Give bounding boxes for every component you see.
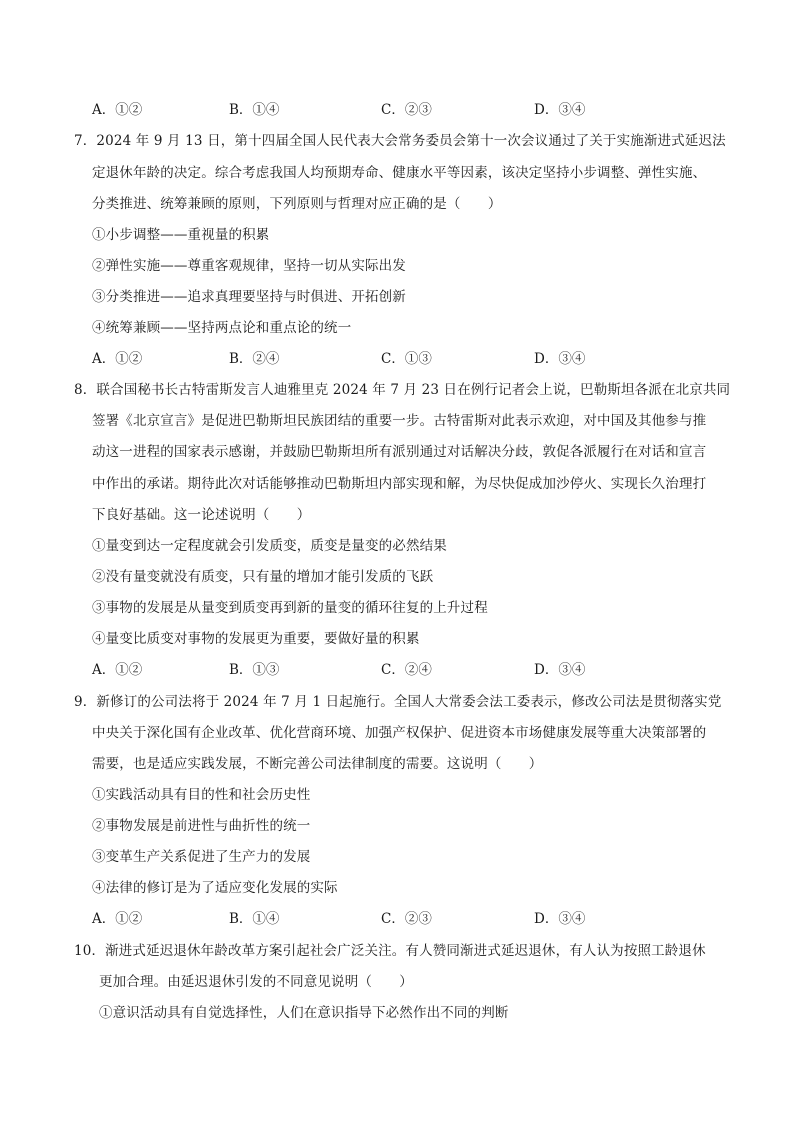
q8-statement-3: ③事物的发展是从量变到质变再到新的量变的循环往复的上升过程 (92, 600, 488, 616)
q8-statement-1: ①量变到达一定程度就会引发质变，质变是量变的必然结果 (92, 538, 447, 554)
q6-option-b: B．①④ (229, 102, 280, 118)
q6-option-a: A．①② (92, 102, 143, 118)
q8-statement-2: ②没有量变就没有质变，只有量的增加才能引发质的飞跃 (92, 569, 434, 585)
q7-statement-2: ②弹性实施——尊重客观规律，坚持一切从实际出发 (92, 258, 406, 274)
q9-option-b: B．①④ (229, 911, 280, 927)
q7-option-d: D．③④ (534, 351, 586, 367)
q8-stem-line-2: 签署《北京宣言》是促进巴勒斯坦民族团结的重要一步。古特雷斯对此表示欢迎，对中国及其他参与推 (92, 413, 707, 429)
q8-option-c: C．②④ (381, 662, 432, 678)
q7-option-c: C．①③ (381, 351, 432, 367)
q8-option-d: D．③④ (534, 662, 586, 678)
q9-statement-2: ②事物发展是前进性与曲折性的统一 (92, 818, 311, 834)
q8-stem-line-5: 下良好基础。这一论述说明（ ） (92, 507, 311, 523)
q7-option-a: A．①② (92, 351, 143, 367)
q8-option-b: B．①③ (229, 662, 280, 678)
q10-stem-line-2: 更加合理。由延迟退休引发的不同意见说明（ ） (99, 974, 413, 990)
q7-statement-1: ①小步调整——重视量的积累 (92, 227, 270, 243)
q7-statement-4: ④统筹兼顾——坚持两点论和重点论的统一 (92, 320, 352, 336)
q9-statement-3: ③变革生产关系促进了生产力的发展 (92, 849, 311, 865)
q9-option-c: C．②③ (381, 911, 432, 927)
q8-stem-line-4: 中作出的承诺。期待此次对话能够推动巴勒斯坦内部实现和解，为尽快促成加沙停火、实现长久治理打 (92, 476, 707, 492)
q9-statement-1: ①实践活动具有目的性和社会历史性 (92, 787, 311, 803)
q10-stem-line-1: 10．渐进式延迟退休年龄改革方案引起社会广泛关注。有人赞同渐进式延迟退休，有人认为按照工龄退休 (74, 943, 706, 959)
q9-stem-line-2: 中央关于深化国有企业改革、优化营商环境、加强产权保护、促进资本市场健康发展等重大决策部署的 (92, 725, 707, 741)
q7-statement-3: ③分类推进——追求真理要坚持与时俱进、开拓创新 (92, 289, 406, 305)
q10-statement-1: ①意识活动具有自觉选择性，人们在意识指导下必然作出不同的判断 (99, 1005, 509, 1021)
q8-stem-line-1: 8．联合国秘书长古特雷斯发言人迪雅里克 2024 年 7 月 23 日在例行记者会上说，巴勒斯坦各派在北京共同 (74, 382, 731, 398)
q9-stem-line-3: 需要，也是适应实践发展，不断完善公司法律制度的需要。这说明（ ） (92, 756, 543, 772)
q6-option-c: C．②③ (381, 102, 432, 118)
q7-option-b: B．②④ (229, 351, 280, 367)
q8-stem-line-3: 动这一进程的国家表示感谢，并鼓励巴勒斯坦所有派别通过对话解决分歧，敦促各派履行在对话和宣言 (92, 444, 707, 460)
q7-stem-line-1: 7．2024 年 9 月 13 日，第十四届全国人民代表大会常务委员会第十一次会议通过了关于实施渐进式延迟法 (74, 133, 726, 149)
q7-stem-line-2: 定退休年龄的决定。综合考虑我国人均预期寿命、健康水平等因素，该决定坚持小步调整、弹性实施、 (92, 165, 707, 181)
q6-option-d: D．③④ (534, 102, 586, 118)
q9-option-a: A．①② (92, 911, 143, 927)
q9-statement-4: ④法律的修订是为了适应变化发展的实际 (92, 880, 338, 896)
q9-option-d: D．③④ (534, 911, 586, 927)
q8-option-a: A．①② (92, 662, 143, 678)
q9-stem-line-1: 9．新修订的公司法将于 2024 年 7 月 1 日起施行。全国人大常委会法工委表示，修改公司法是贯彻落实党 (74, 694, 722, 710)
q8-statement-4: ④量变比质变对事物的发展更为重要，要做好量的积累 (92, 631, 420, 647)
q7-stem-line-3: 分类推进、统筹兼顾的原则，下列原则与哲理对应正确的是（ ） (92, 196, 502, 212)
